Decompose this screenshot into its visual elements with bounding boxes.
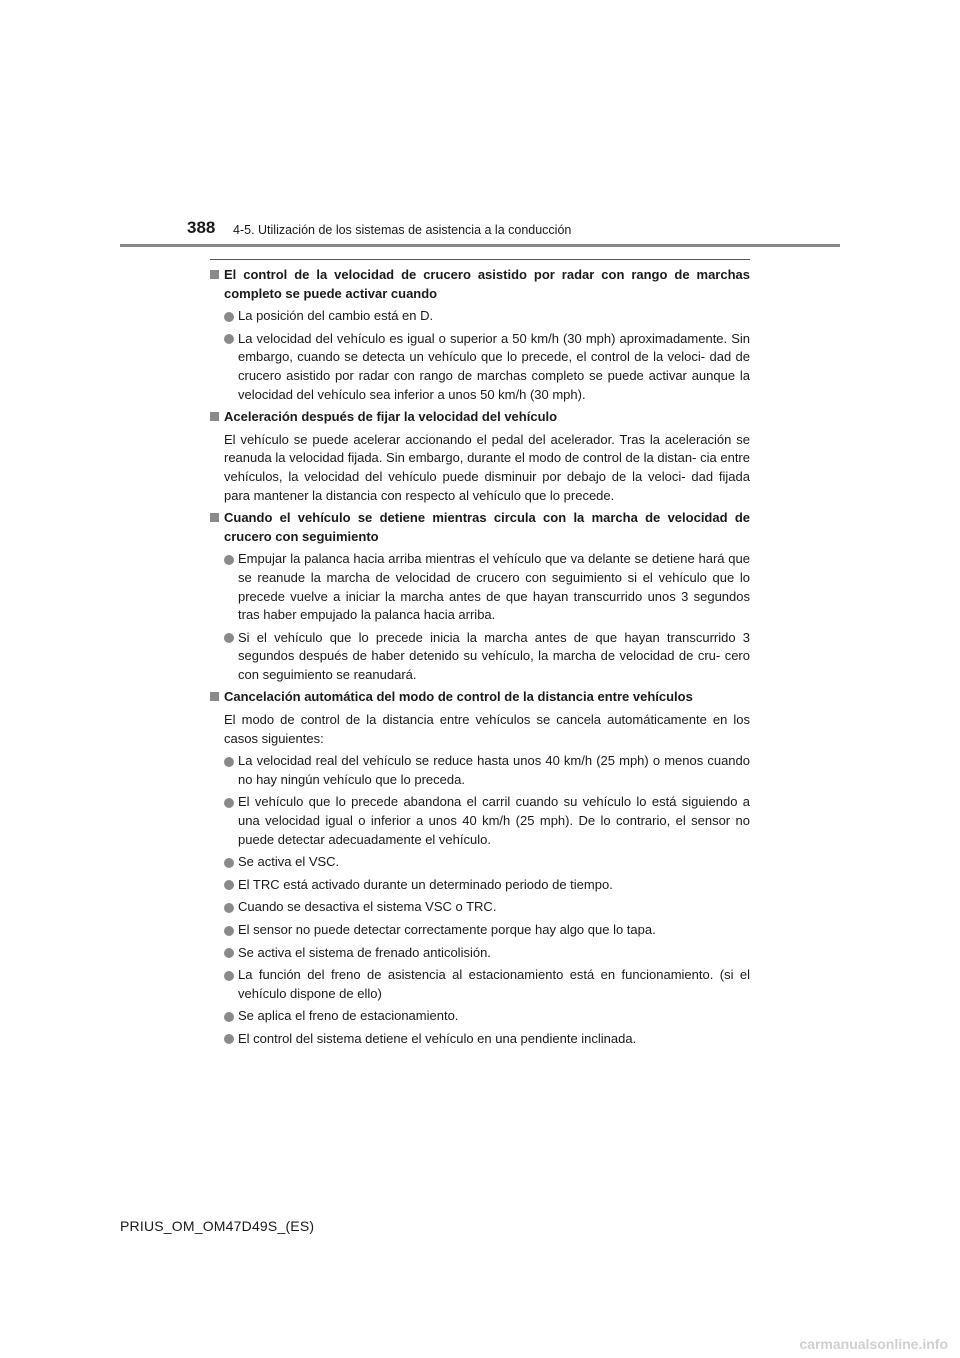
section-acceleration	[210, 408, 750, 505]
section-heading-text: Cancelación automática del modo de control de la distancia entre vehículos	[224, 689, 693, 705]
list-item-text: Se activa el sistema de frenado anticolisión.	[238, 944, 491, 960]
circle-bullet-icon	[224, 757, 234, 767]
section-heading-text: El control de la velocidad de crucero asistido por radar con rango de marchas completo se puede activar cuando	[224, 267, 750, 301]
list-item	[210, 629, 750, 685]
list-item	[210, 793, 750, 849]
circle-bullet-icon	[224, 948, 234, 958]
section-paragraph: El vehículo se puede acelerar accionando el pedal del acelerador. Tras la aceleración se reanuda la velocidad fijada. Sin embargo, durante el modo de control de la distan- cia entre vehículos, la velocidad del vehículo puede disminuir por debajo de la veloci- dad fijada para mantener la distancia con respecto al vehículo que lo precede.	[224, 431, 750, 503]
chapter-title: 4-5. Utilización de los sistemas de asistencia a la conducción	[233, 223, 572, 237]
list-item-text: Se aplica el freno de estacionamiento.	[238, 1008, 459, 1024]
page-number: 388	[187, 218, 216, 237]
circle-bullet-icon	[224, 312, 234, 322]
list-item-text: La función del freno de asistencia al estacionamiento está en funcionamiento. (si el vehículo dispone de ello)	[238, 967, 750, 1001]
section-heading	[210, 688, 750, 707]
circle-bullet-icon	[224, 880, 234, 890]
list-item	[210, 550, 750, 624]
section-heading	[210, 509, 750, 546]
list-item	[210, 898, 750, 917]
header-rule	[120, 244, 840, 247]
document-code: PRIUS_OM_OM47D49S_(ES)	[120, 1218, 315, 1234]
list-item-text: La velocidad del vehículo es igual o superior a 50 km/h (30 mph) aproximadamente. Sin embargo, cuando se detecta un vehículo que lo precede, el control de la veloci- dad de crucero asistido por radar con rango de marchas completo se puede activar aunque la velocidad del vehículo sea inferior a unos 50 km/h (30 mph).	[238, 330, 750, 402]
list-item-text: El sensor no puede detectar correctamente porque hay algo que lo tapa.	[238, 922, 656, 937]
list-item-text: Se activa el VSC.	[238, 854, 340, 870]
list-item-text: Si el vehículo que lo precede inicia la marcha antes de que hayan transcurrido 3 segundos después de haber detenido su vehículo, la marcha de velocidad de cru- cero con seguimiento se reanudará.	[238, 629, 750, 682]
list-item-text: La velocidad real del vehículo se reduce hasta unos 40 km/h (25 mph) o menos cuando no hay ningún vehículo que lo preceda.	[238, 753, 750, 787]
list-item	[210, 307, 750, 326]
list-item-text: Empujar la palanca hacia arriba mientras el vehículo que va delante se detiene hará que se reanude la marcha de velocidad de crucero con seguimiento si el vehículo que lo precede vuelve a iniciar la marcha antes de que hayan transcurrido unos 3 segundos tras haber empujado la palanca hacia arriba.	[238, 551, 750, 623]
section-heading	[210, 408, 750, 427]
square-bullet-icon	[210, 412, 219, 421]
list-item-text: La posición del cambio está en D.	[238, 308, 434, 324]
section-heading-text: Cuando el vehículo se detiene mientras circula con la marcha de velocidad de crucero con seguimiento	[224, 510, 750, 544]
list-item	[210, 1030, 750, 1049]
circle-bullet-icon	[224, 798, 234, 808]
square-bullet-icon	[210, 692, 219, 701]
list-item-text: El vehículo que lo precede abandona el carril cuando su vehículo lo está siguiendo a una velocidad igual o inferior a unos 40 km/h (25 mph). De lo contrario, el sensor no puede detectar adecuadamente el vehículo.	[238, 794, 750, 847]
list-item	[210, 876, 750, 895]
circle-bullet-icon	[224, 555, 234, 565]
circle-bullet-icon	[224, 334, 234, 344]
section-automatic-cancellation	[210, 688, 750, 1048]
circle-bullet-icon	[224, 633, 234, 643]
section-vehicle-stop	[210, 509, 750, 684]
section-radar-cruise-activation	[210, 266, 750, 404]
list-item	[210, 944, 750, 963]
circle-bullet-icon	[224, 858, 234, 868]
list-item-text: El TRC está activado durante un determinado periodo de tiempo.	[238, 876, 613, 892]
page-content	[210, 266, 750, 1053]
section-rule	[210, 259, 750, 260]
circle-bullet-icon	[224, 1034, 234, 1044]
circle-bullet-icon	[224, 903, 234, 913]
circle-bullet-icon	[224, 926, 234, 936]
list-item	[210, 1007, 750, 1026]
list-item-text: Cuando se desactiva el sistema VSC o TRC.	[238, 899, 497, 915]
section-heading-text: Aceleración después de fijar la velocidad del vehículo	[224, 409, 558, 425]
circle-bullet-icon	[224, 971, 234, 981]
section-paragraph: El modo de control de la distancia entre vehículos se cancela automáticamente en los casos siguientes:	[224, 712, 750, 746]
section-heading	[210, 266, 750, 303]
list-item-text: El control del sistema detiene el vehículo en una pendiente inclinada.	[238, 1030, 637, 1046]
list-item	[210, 966, 750, 1003]
list-item	[210, 330, 750, 404]
list-item	[210, 921, 750, 940]
circle-bullet-icon	[224, 1012, 234, 1022]
list-item	[210, 853, 750, 872]
list-item	[210, 752, 750, 789]
watermark: carmanualsonline.info	[799, 1336, 948, 1352]
square-bullet-icon	[210, 513, 219, 522]
square-bullet-icon	[210, 270, 219, 279]
